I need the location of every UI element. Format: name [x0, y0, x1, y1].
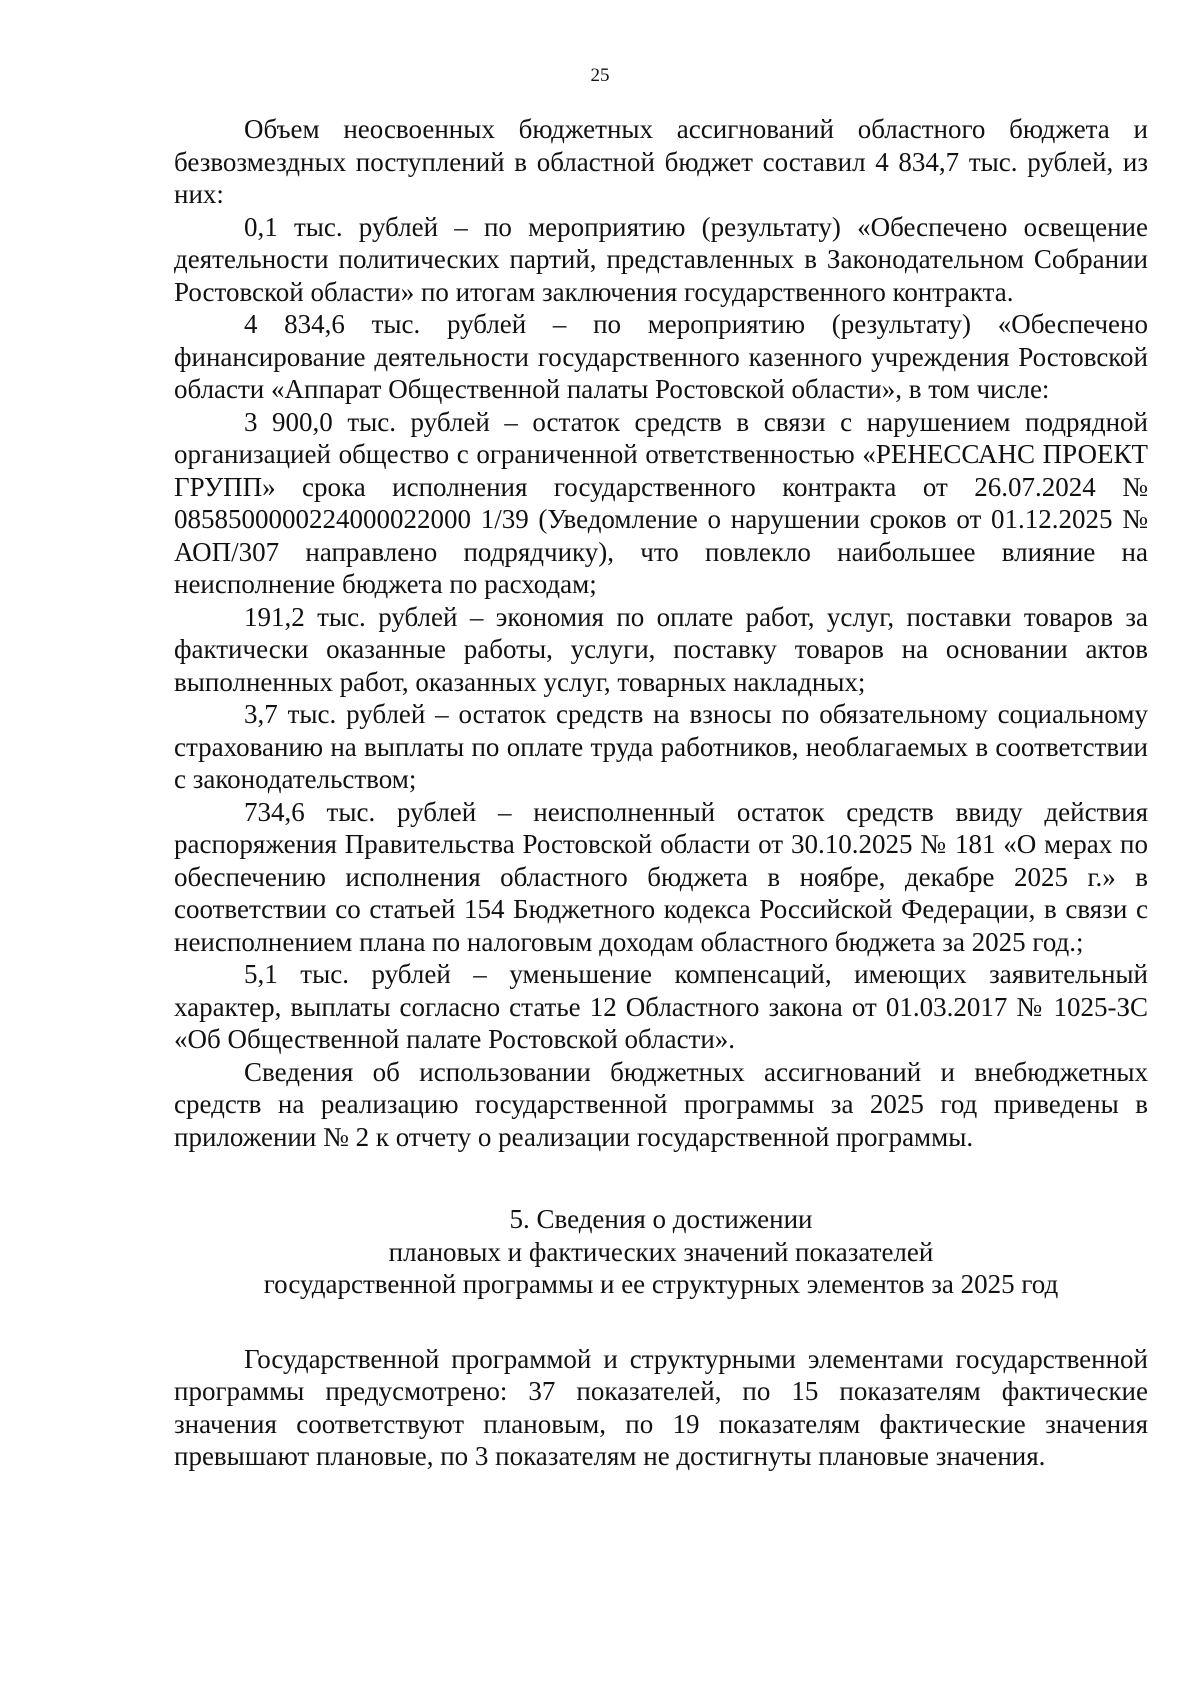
section-heading-line-3: государственной программы и ее структурных элементов за 2025 год: [263, 1269, 1059, 1299]
paragraph-government-order: 734,6 тыс. рублей – неисполненный остаток средств ввиду действия распоряжения Правительства Ростовской области от 30.10.2025 № 181 «О мерах по обеспечению исполнения областного бюджета в ноябре, декабре 2025 г.» в соответствии со статьей 154 Бюджетного кодекса Российской Федерации, в связи с неисполнением плана по налоговым доходам областного бюджета за 2025 год.;: [174, 796, 1148, 957]
section-heading-line-2: плановых и фактических значений показателей: [388, 1236, 934, 1267]
paragraph-public-chamber-funding: 4 834,6 тыс. рублей – по мероприятию (результату) «Обеспечено финансирование деятельности государственного казенного учреждения Ростовской области «Аппарат Общественной палаты Ростовской области», в том числе:: [174, 309, 1148, 404]
paragraph-unspent-total: Объем неосвоенных бюджетных ассигнований областного бюджета и безвозмездных поступлений в областной бюджет составил 4 834,7 тыс. рублей, из них:: [174, 114, 1148, 209]
section-heading-line-1: 5. Сведения о достижении: [509, 1204, 813, 1234]
paragraph-appendix-reference: Сведения об использовании бюджетных ассигнований и внебюджетных средств на реализацию государственной программы за 2025 год приведены в приложении № 2 к отчету о реализации государственной программы.: [174, 1056, 1148, 1152]
paragraph-indicators-summary: Государственной программой и структурными элементами государственной программы предусмотрено: 37 показателей, по 15 показателям фактические значения соответствуют плановым, по 19 показателям фактические значения превышают плановые, по 3 показателям не достигнуты плановые значения.: [174, 1343, 1148, 1471]
document-body: [174, 113, 1148, 1473]
paragraph-contract-violation: 3 900,0 тыс. рублей – остаток средств в связи с нарушением подрядной организацией общество с ограниченной ответственностью «РЕНЕССАНС ПРОЕКТ ГРУПП» срока исполнения государственного контракта от 26.07.2024 № 0858500000224000022000 1/39 (Уведомление о нарушении сроков от 01.12.2025 № АОП/307 направлено подрядчику), что повлекло наибольшее влияние на неисполнение бюджета по расходам;: [174, 406, 1148, 599]
paragraph-compensations: 5,1 тыс. рублей – уменьшение компенсаций, имеющих заявительный характер, выплаты согласно статье 12 Областного закона от 01.03.2017 № 1025-ЗС «Об Общественной палате Ростовской области».: [174, 959, 1148, 1054]
section-heading: [174, 1203, 1148, 1301]
paragraph-insurance-balance: 3,7 тыс. рублей – остаток средств на взносы по обязательному социальному страхованию на выплаты по оплате труда работников, необлагаемых в соответствии с законодательством;: [174, 699, 1148, 794]
paragraph-political-parties: 0,1 тыс. рублей – по мероприятию (результату) «Обеспечено освещение деятельности политических партий, представленных в Законодательном Собрании Ростовской области» по итогам заключения государственного контракта.: [174, 211, 1148, 307]
paragraph-savings: 191,2 тыс. рублей – экономия по оплате работ, услуг, поставки товаров за фактически оказанные работы, услуги, поставку товаров на основании актов выполненных работ, оказанных услуг, товарных накладных;: [174, 601, 1148, 697]
page-number: 25: [590, 65, 610, 86]
